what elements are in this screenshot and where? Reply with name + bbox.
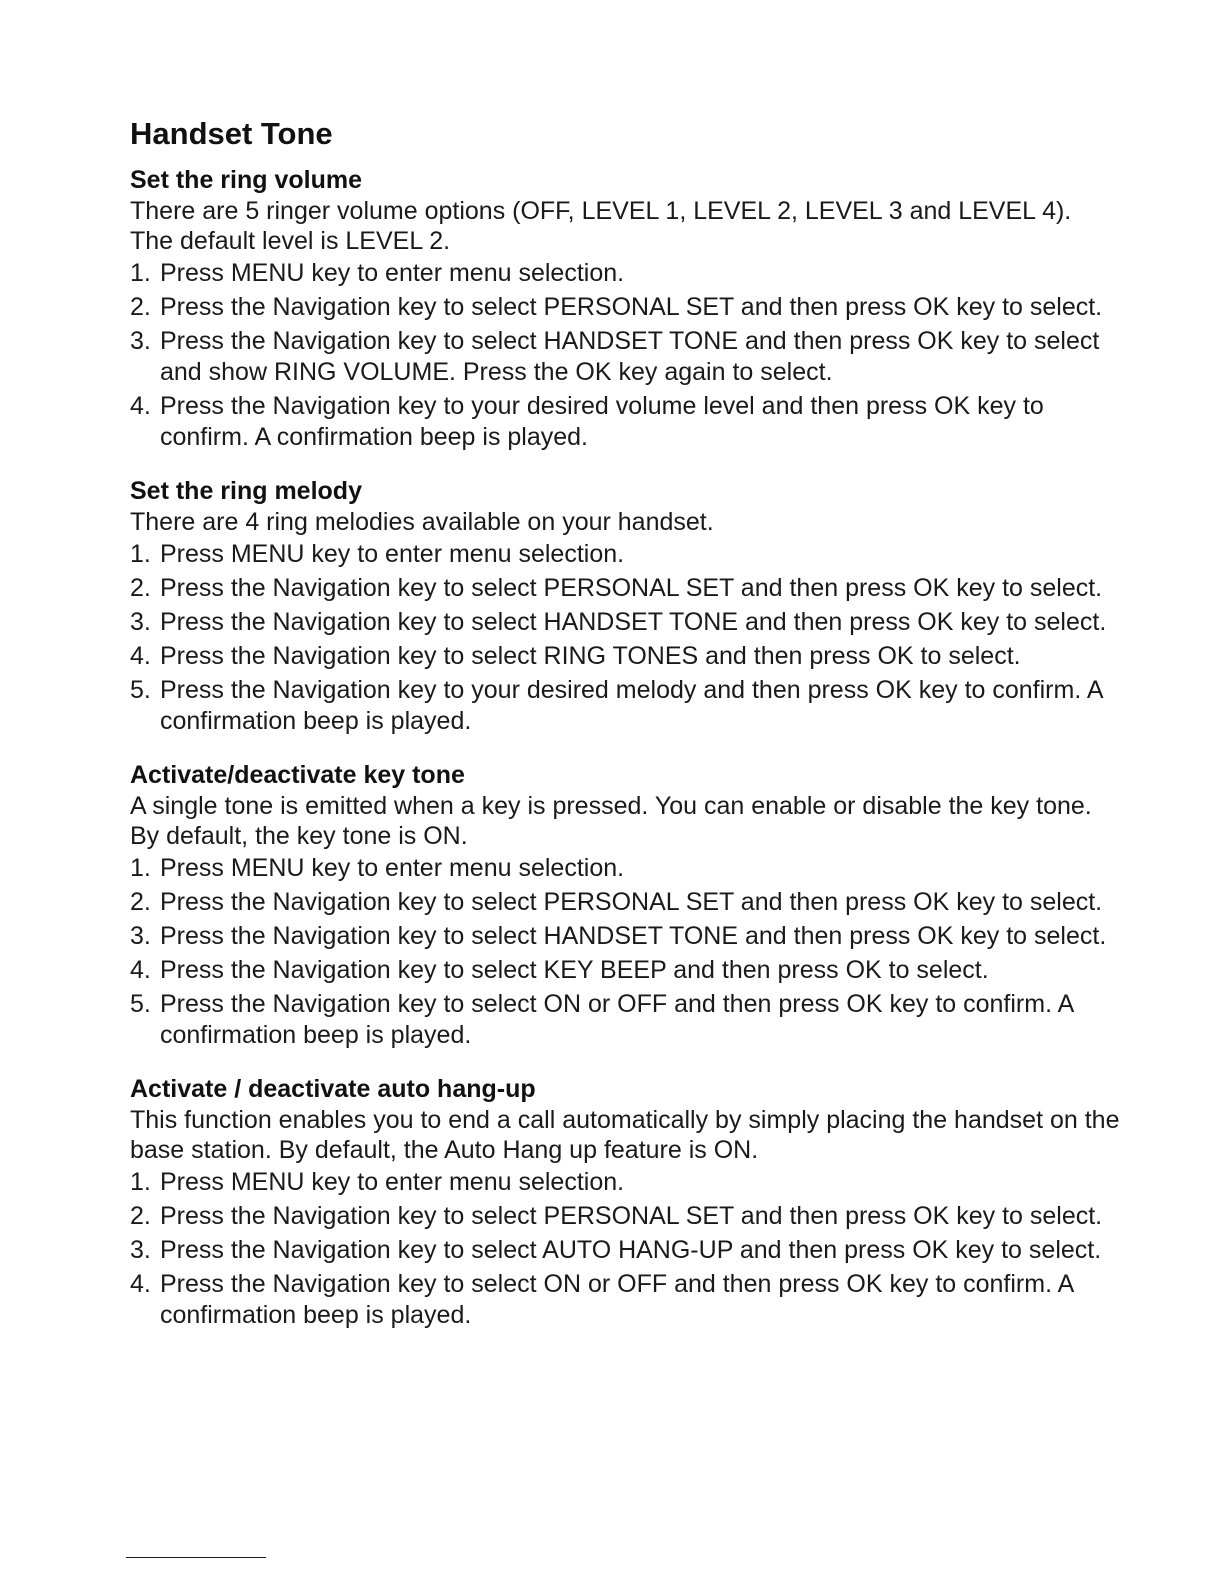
- step-text: Press the Navigation key to select KEY BEEP and then press OK to select.: [160, 956, 989, 984]
- step-number: 4.: [130, 392, 151, 420]
- section-heading: Activate / deactivate auto hang-up: [130, 1075, 536, 1103]
- step-item: [130, 258, 1120, 289]
- step-item: [130, 989, 1120, 1051]
- step-text: Press MENU key to enter menu selection.: [160, 854, 625, 882]
- step-text: Press the Navigation key to your desired volume level and then press OK key to confirm. A confirmation beep is played.: [160, 392, 1044, 451]
- step-text: Press the Navigation key to select PERSONAL SET and then press OK key to select.: [160, 888, 1103, 916]
- step-number: 1.: [130, 854, 151, 882]
- section-intro: A single tone is emitted when a key is pressed. You can enable or disable the key tone. By default, the key tone is ON.: [130, 792, 1092, 850]
- section-heading: Set the ring volume: [130, 166, 362, 194]
- step-number: 2.: [130, 293, 151, 321]
- section-intro: This function enables you to end a call automatically by simply placing the handset on the base station. By default, the Auto Hang up feature is ON.: [130, 1106, 1120, 1164]
- step-item: [130, 539, 1120, 570]
- step-number: 3.: [130, 922, 151, 950]
- step-text: Press the Navigation key to your desired melody and then press OK key to confirm. A confirmation beep is played.: [160, 676, 1103, 735]
- step-number: 4.: [130, 956, 151, 984]
- step-text: Press the Navigation key to select ON or OFF and then press OK key to confirm. A confirmation beep is played.: [160, 1270, 1073, 1329]
- step-item: [130, 326, 1120, 388]
- step-number: 5.: [130, 676, 151, 704]
- step-item: [130, 607, 1120, 638]
- step-item: [130, 1235, 1120, 1266]
- step-item: [130, 921, 1120, 952]
- step-item: [130, 292, 1120, 323]
- step-item: [130, 1201, 1120, 1232]
- step-text: Press the Navigation key to select PERSONAL SET and then press OK key to select.: [160, 293, 1103, 321]
- step-text: Press the Navigation key to select PERSONAL SET and then press OK key to select.: [160, 574, 1103, 602]
- step-number: 2.: [130, 1202, 151, 1230]
- page-title: Handset Tone: [130, 116, 333, 151]
- step-text: Press MENU key to enter menu selection.: [160, 540, 625, 568]
- step-list: [130, 258, 1120, 453]
- step-number: 3.: [130, 608, 151, 636]
- step-number: 2.: [130, 574, 151, 602]
- section-heading: Activate/deactivate key tone: [130, 761, 465, 789]
- step-item: [130, 641, 1120, 672]
- section-ring-volume: [130, 164, 1120, 453]
- step-number: 3.: [130, 1236, 151, 1264]
- section-intro: There are 5 ringer volume options (OFF, LEVEL 1, LEVEL 2, LEVEL 3 and LEVEL 4). The default level is LEVEL 2.: [130, 197, 1072, 255]
- section-ring-melody: [130, 475, 1120, 737]
- step-text: Press MENU key to enter menu selection.: [160, 1168, 625, 1196]
- step-text: Press the Navigation key to select HANDSET TONE and then press OK key to select.: [160, 608, 1107, 636]
- step-number: 2.: [130, 888, 151, 916]
- document-page: [130, 114, 1120, 1334]
- step-text: Press MENU key to enter menu selection.: [160, 259, 625, 287]
- section-key-tone: [130, 759, 1120, 1051]
- step-number: 1.: [130, 1168, 151, 1196]
- step-item: [130, 573, 1120, 604]
- section-auto-hang-up: [130, 1073, 1120, 1331]
- step-number: 4.: [130, 1270, 151, 1298]
- section-heading: Set the ring melody: [130, 477, 362, 505]
- step-number: 1.: [130, 540, 151, 568]
- step-item: [130, 853, 1120, 884]
- step-item: [130, 887, 1120, 918]
- step-text: Press the Navigation key to select ON or OFF and then press OK key to confirm. A confirmation beep is played.: [160, 990, 1073, 1049]
- step-item: [130, 1167, 1120, 1198]
- step-text: Press the Navigation key to select HANDSET TONE and then press OK key to select and show RING VOLUME. Press the OK key again to select.: [160, 327, 1100, 386]
- step-item: [130, 1269, 1120, 1331]
- step-number: 4.: [130, 642, 151, 670]
- step-item: [130, 391, 1120, 453]
- step-number: 1.: [130, 259, 151, 287]
- step-text: Press the Navigation key to select RING TONES and then press OK to select.: [160, 642, 1021, 670]
- step-number: 3.: [130, 327, 151, 355]
- step-item: [130, 955, 1120, 986]
- step-list: [130, 1167, 1120, 1331]
- step-list: [130, 853, 1120, 1051]
- footnote-divider: [126, 1557, 266, 1558]
- step-text: Press the Navigation key to select AUTO HANG-UP and then press OK key to select.: [160, 1236, 1102, 1264]
- step-number: 5.: [130, 990, 151, 1018]
- step-text: Press the Navigation key to select PERSONAL SET and then press OK key to select.: [160, 1202, 1103, 1230]
- section-intro: There are 4 ring melodies available on your handset.: [130, 508, 714, 536]
- step-item: [130, 675, 1120, 737]
- step-list: [130, 539, 1120, 737]
- step-text: Press the Navigation key to select HANDSET TONE and then press OK key to select.: [160, 922, 1107, 950]
